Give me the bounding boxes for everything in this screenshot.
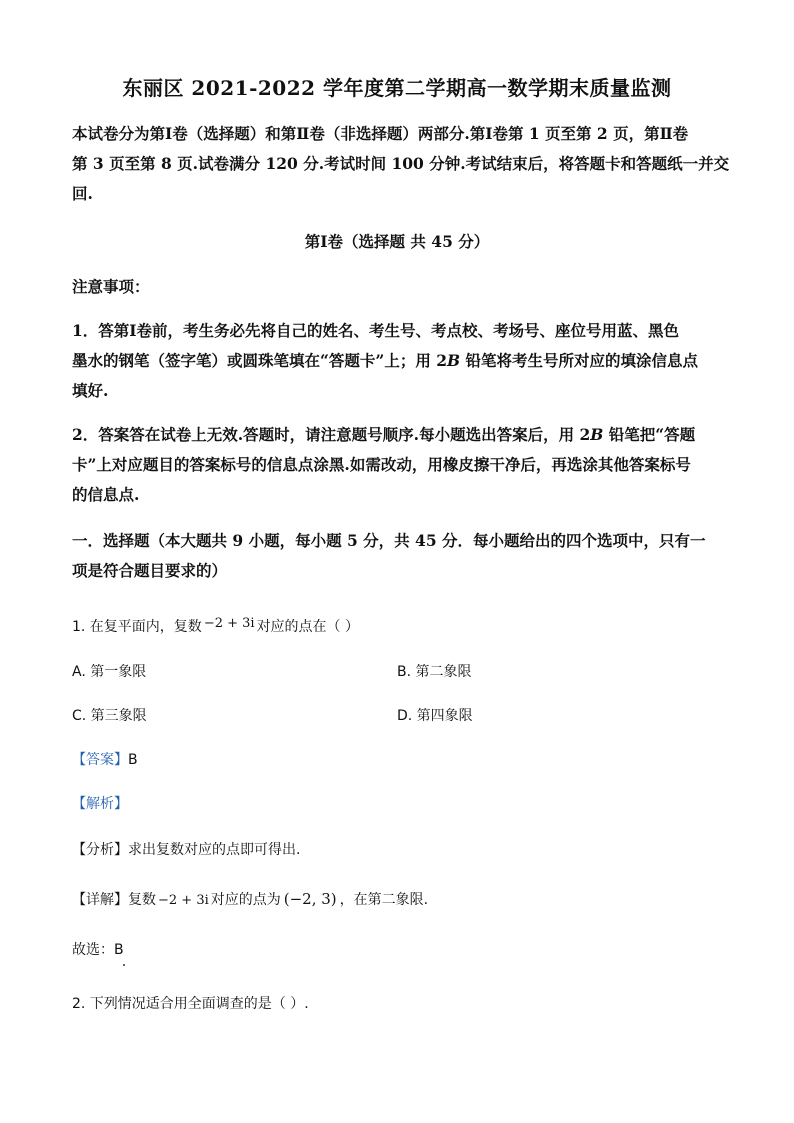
notice-2-line-1 <box>72 420 722 450</box>
notice-1-line-2-a: 墨水的钢笔（签字笔）或圆珠笔填在“答题卡”上；用 2 <box>72 351 448 370</box>
detail-text-a: 复数 <box>128 892 156 908</box>
stray-dot <box>123 964 125 966</box>
question-1-choose: 故选：B <box>72 942 124 958</box>
intro-line-2: 第 3 页至第 8 页.试卷满分 120 分.考试时间 100 分钟.考试结束后，将答题卡和答题纸一并交 <box>72 154 730 173</box>
answer-tag: 【答案】 <box>72 752 128 768</box>
notice-1-line-2-c: 铅笔将考生号所对应的填涂信息点 <box>460 351 699 370</box>
question-1-option-d: D. 第四象限 <box>397 708 473 724</box>
fenxi-text: 求出复数对应的点即可得出. <box>128 842 301 858</box>
question-2-stem: 2. 下列情况适合用全面调查的是（ ）. <box>72 996 309 1012</box>
part-1-line-1: 一．选择题（本大题共 9 小题，每小题 5 分，共 45 分．每小题给出的四个选项中，只有一 <box>72 531 706 550</box>
question-1-option-c: C. 第三象限 <box>72 708 147 724</box>
detail-point: (−2, 3) <box>283 890 337 908</box>
question-1-answer <box>72 749 722 771</box>
notice-item-2 <box>72 420 722 510</box>
question-1-fenxi <box>72 839 722 861</box>
question-1-prefix: 1. 在复平面内，复数 <box>72 619 202 635</box>
question-1-option-a: A. 第一象限 <box>72 664 147 680</box>
notice-2-line-2: 卡”上对应题目的答案标号的信息点涂黑.如需改动，用橡皮擦干净后，再选涂其他答案标号 <box>72 455 691 474</box>
intro-paragraph <box>72 119 730 209</box>
notice-2-line-3: 的信息点. <box>72 485 140 504</box>
part-1-line-2: 项是符合题目要求的） <box>72 561 228 580</box>
notice-2-line-1-c: 铅笔把“答题 <box>603 425 696 444</box>
notice-2-pencil-b: B <box>590 425 604 444</box>
detail-text-b: 对应的点为 <box>210 892 281 908</box>
question-1-analysis-tag <box>72 793 722 815</box>
intro-line-3: 回. <box>72 184 93 203</box>
notice-1-line-2 <box>72 346 722 376</box>
notice-1-line-3: 填好. <box>72 381 109 400</box>
notice-1-pencil-b: B <box>447 351 461 370</box>
detail-text-c: ，在第二象限. <box>339 892 429 908</box>
question-1-suffix: 对应的点在（ ） <box>256 619 360 635</box>
notice-item-1 <box>72 316 722 406</box>
section-heading: 第Ⅰ卷（选择题 共 45 分） <box>304 232 490 251</box>
exam-title: 东丽区 2021-2022 学年度第二学期高一数学期末质量监测 <box>122 76 672 100</box>
answer-value: B <box>128 752 138 768</box>
question-1-detail <box>72 888 722 912</box>
detail-expression: −2 + 3i <box>158 893 209 908</box>
question-1-stem <box>72 613 722 638</box>
notice-1-line-1: 1．答第Ⅰ卷前，考生务必先将自己的姓名、考生号、考点校、考场号、座位号用蓝、黑色 <box>72 321 680 340</box>
intro-line-1: 本试卷分为第Ⅰ卷（选择题）和第Ⅱ卷（非选择题）两部分.第Ⅰ卷第 1 页至第 2 页，第Ⅱ卷 <box>72 124 689 143</box>
fenxi-tag: 【分析】 <box>72 842 128 858</box>
notice-2-line-1-a: 2．答案答在试卷上无效.答题时，请注意题号顺序.每小题选出答案后，用 2 <box>72 425 591 444</box>
analysis-tag: 【解析】 <box>72 796 128 812</box>
notice-heading: 注意事项： <box>72 277 150 296</box>
question-1-expression: −2 + 3i <box>203 616 255 631</box>
part-1-heading <box>72 526 722 586</box>
question-1-option-b: B. 第二象限 <box>397 664 472 680</box>
detail-tag: 【详解】 <box>72 892 128 908</box>
